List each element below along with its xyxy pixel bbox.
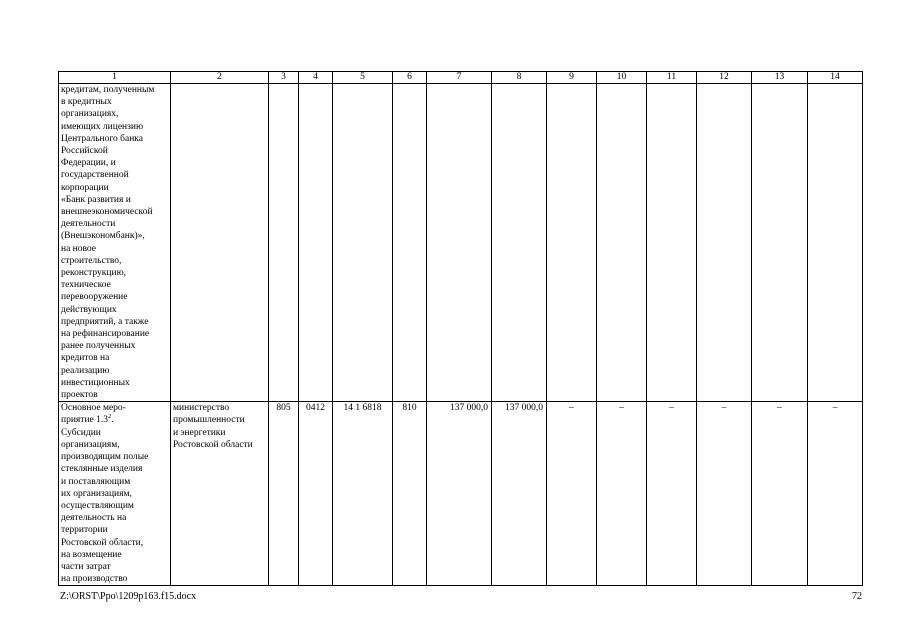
header-cell-10: 10 (597, 72, 647, 84)
header-cell-11: 11 (647, 72, 697, 84)
empty-cell (547, 84, 597, 402)
header-cell-2: 2 (171, 72, 269, 84)
row1-description-cell: кредитам, полученным в кредитных организациях, имеющих лицензию Центрального банка Российской Федерации, и государственной корпорации «Банк развития и внешнеэкономической деятельности (Внешэкономбанк)», на новое строительство, реконструкцию, техническое перевооружение действующих предприятий, а также на рефинансирование ранее полученных кредитов на реализацию инвестиционных проектов (59, 84, 171, 402)
header-cell-6: 6 (393, 72, 427, 84)
empty-cell (647, 84, 697, 402)
empty-cell (269, 84, 299, 402)
row2-year3-cell: – (597, 402, 647, 586)
row2-description-cell (59, 402, 171, 586)
header-cell-13: 13 (752, 72, 808, 84)
header-cell-12: 12 (697, 72, 752, 84)
empty-cell (333, 84, 393, 402)
header-cell-1: 1 (59, 72, 171, 84)
row2-year7-cell: – (808, 402, 863, 586)
footer-page-number: 72 (852, 591, 862, 602)
table-row (59, 402, 863, 586)
row2-vr-cell: 810 (393, 402, 427, 586)
header-cell-4: 4 (299, 72, 333, 84)
empty-cell (752, 84, 808, 402)
row2-year1-cell: 137 000,0 (492, 402, 547, 586)
row2-title-line2: приятие 1.3 (61, 415, 108, 426)
row2-total-cell: 137 000,0 (427, 402, 492, 586)
header-cell-7: 7 (427, 72, 492, 84)
row2-year2-cell: – (547, 402, 597, 586)
row2-year4-cell: – (647, 402, 697, 586)
empty-cell (597, 84, 647, 402)
row2-csr-cell: 14 1 6818 (333, 402, 393, 586)
row2-title-line1: Основное меро- (61, 403, 126, 414)
empty-cell (427, 84, 492, 402)
row2-responsible-cell: министерство промышленности и энергетики Ростовской области (171, 402, 269, 586)
row2-description-text: Субсидии организациям, производящим полые стеклянные изделия и поставляющим их организациям, осуществляющим деятельность на территории Ростовской области, на возмещение части затрат на производство (61, 427, 149, 585)
empty-cell (393, 84, 427, 402)
table-row (59, 84, 863, 402)
header-cell-14: 14 (808, 72, 863, 84)
header-cell-3: 3 (269, 72, 299, 84)
row2-year5-cell: – (697, 402, 752, 586)
empty-cell (492, 84, 547, 402)
footer-file-path: Z:\ORST\Ppo\1209p163.f15.docx (60, 591, 197, 602)
table-header-row (59, 72, 863, 84)
footnote-marker: 2 (108, 413, 112, 421)
row2-title-line2-end: . (111, 415, 114, 426)
budget-table (58, 71, 863, 586)
header-cell-8: 8 (492, 72, 547, 84)
row2-year6-cell: – (752, 402, 808, 586)
header-cell-5: 5 (333, 72, 393, 84)
empty-cell (299, 84, 333, 402)
empty-cell (171, 84, 269, 402)
empty-cell (697, 84, 752, 402)
row2-rzpr-cell: 0412 (299, 402, 333, 586)
empty-cell (808, 84, 863, 402)
row2-grbs-cell: 805 (269, 402, 299, 586)
header-cell-9: 9 (547, 72, 597, 84)
